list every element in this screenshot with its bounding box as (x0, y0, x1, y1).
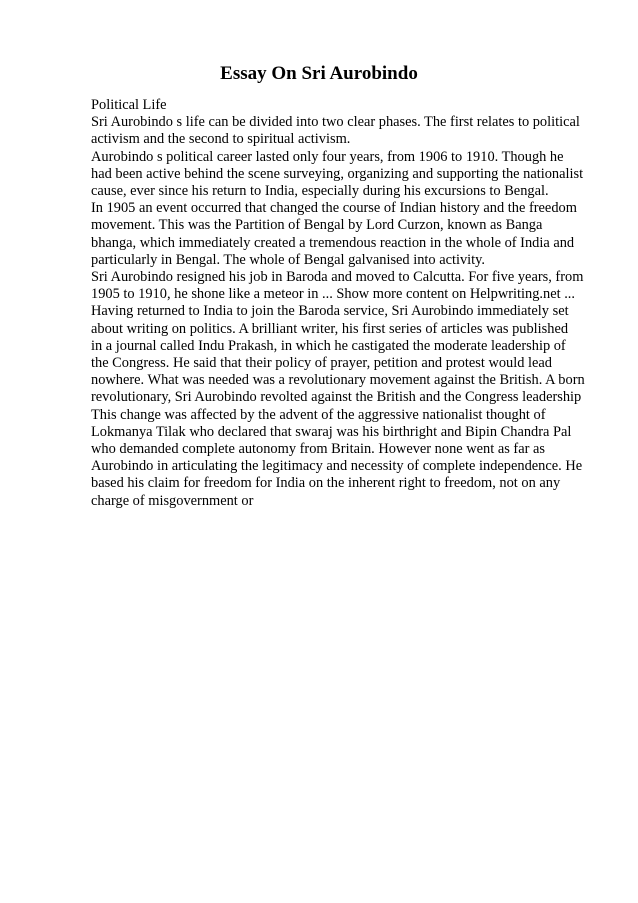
text-line: This change was affected by the advent of the aggressive nationalist thought of (91, 406, 546, 423)
text-line: cause, ever since his return to India, especially during his excursions to Bengal. (91, 183, 549, 200)
text-line: Sri Aurobindo s life can be divided into two clear phases. The first relates to political (91, 114, 580, 131)
document-body (91, 97, 601, 510)
text-line: bhanga, which immediately created a tremendous reaction in the whole of India and (91, 234, 575, 251)
text-line: had been active behind the scene surveying, organizing and supporting the nationalist (91, 165, 584, 182)
text-line: Aurobindo s political career lasted only four years, from 1906 to 1910. Though he (91, 148, 564, 165)
text-line: nowhere. What was needed was a revolutionary movement against the British. A born (91, 372, 585, 389)
text-line: movement. This was the Partition of Bengal by Lord Curzon, known as Banga (91, 217, 543, 234)
text-line: who demanded complete autonomy from Britain. However none went as far as (91, 441, 545, 458)
text-line: Political Life (91, 97, 167, 113)
text-line: Lokmanya Tilak who declared that swaraj was his birthright and Bipin Chandra Pal (91, 423, 572, 440)
text-line: Aurobindo in articulating the legitimacy and necessity of complete independence. He (91, 458, 583, 475)
text-line: about writing on politics. A brilliant writer, his first series of articles was published (91, 320, 569, 337)
text-line: in a journal called Indu Prakash, in which he castigated the moderate leadership of (91, 337, 566, 354)
document-title: Essay On Sri Aurobindo (220, 63, 418, 84)
text-line: Having returned to India to join the Baroda service, Sri Aurobindo immediately set (91, 303, 569, 320)
text-line: 1905 to 1910, he shone like a meteor in ... Show more content on Helpwriting.net ... (91, 286, 575, 303)
text-line: based his claim for freedom for India on the inherent right to freedom, not on any (91, 475, 561, 492)
text-line: revolutionary, Sri Aurobindo revolted against the British and the Congress leadership (91, 389, 582, 406)
text-line: Sri Aurobindo resigned his job in Baroda and moved to Calcutta. For five years, from (91, 269, 584, 286)
text-line: charge of misgovernment or (91, 492, 254, 509)
text-line: In 1905 an event occurred that changed the course of Indian history and the freedom (91, 200, 577, 217)
text-line: particularly in Bengal. The whole of Bengal galvanised into activity. (91, 251, 486, 268)
text-line: activism and the second to spiritual activism. (91, 131, 351, 148)
text-line: the Congress. He said that their policy of prayer, petition and protest would lead (91, 355, 553, 372)
